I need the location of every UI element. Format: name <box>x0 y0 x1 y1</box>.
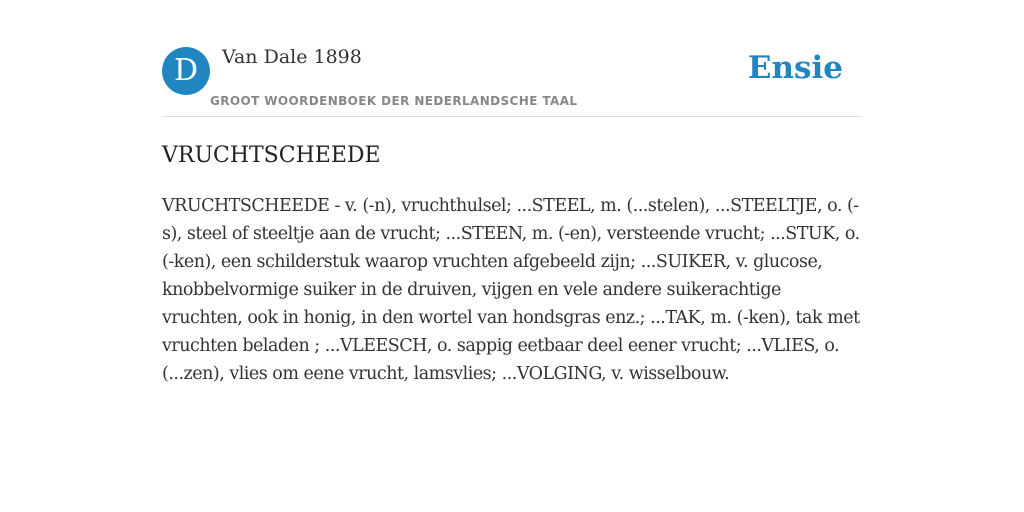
entry-header <box>162 40 862 117</box>
source-avatar[interactable]: D <box>162 47 210 95</box>
brand-logo[interactable]: Ensie <box>747 50 843 86</box>
source-subtitle: GROOT WOORDENBOEK DER NEDERLANDSCHE TAAL <box>210 94 578 108</box>
source-title[interactable]: Van Dale 1898 <box>222 46 362 68</box>
definition-text: VRUCHTSCHEEDE - v. (-n), vruchthulsel; ...STEEL, m. (...stelen), ...STEELTJE, o. (-s), steel of steeltje aan de vrucht; ...STEEN, m. (-en), versteende vrucht; ...STUK, o. (-ken), een schilderstuk waarop vruchten afgebeeld zijn; ...SUIKER, v. glucose, knobbelvormige suiker in de druiven, vijgen en vele andere suikerachtige vruchten, ook in honig, in den wortel van hondsgras enz.; ...TAK, m. (-ken), tak met vruchten beladen ; ...VLEESCH, o. sappig eetbaar deel eener vrucht; ...VLIES, o. (...zen), vlies om eene vrucht, lamsvlies; ...VOLGING, v. wisselbouw. <box>162 196 860 384</box>
page-title: VRUCHTSCHEEDE <box>162 143 381 168</box>
entry-card <box>162 40 862 388</box>
